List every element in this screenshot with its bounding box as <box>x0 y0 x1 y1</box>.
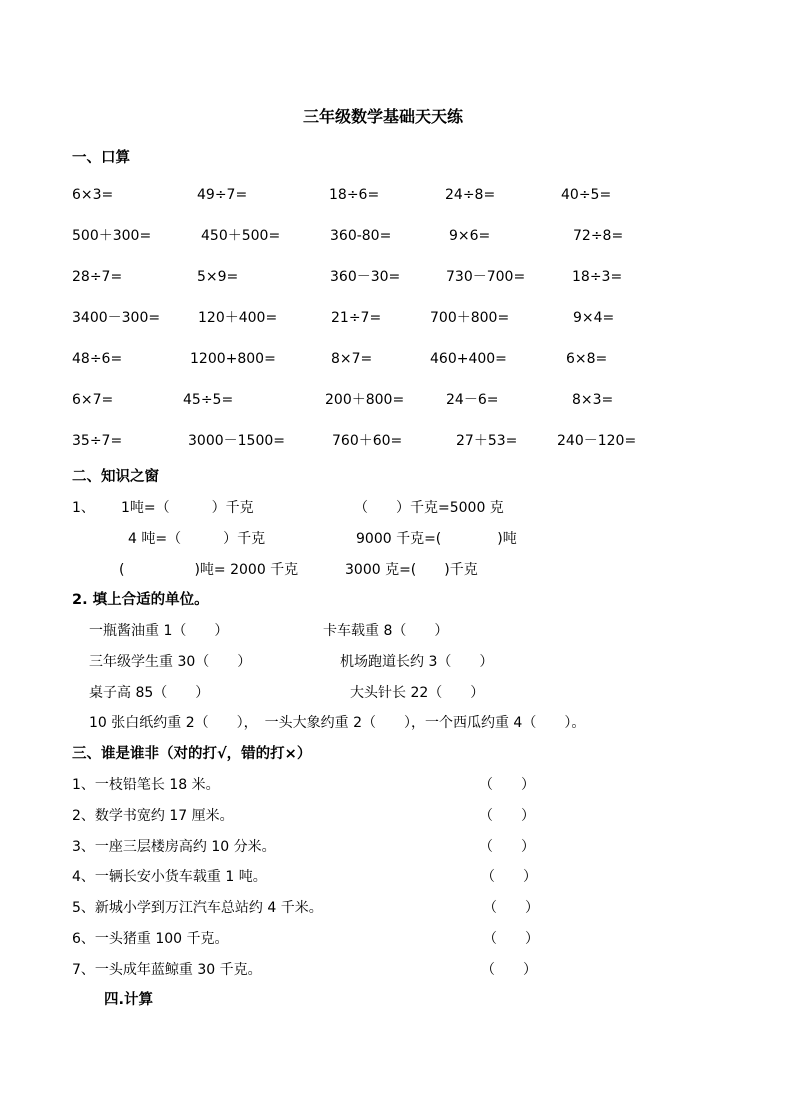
mental-math-problem: 8×7= <box>331 351 373 367</box>
mental-math-problem: 120＋400= <box>198 310 278 326</box>
answer-parentheses: （ ） <box>481 961 537 978</box>
mental-math-problem: 9×4= <box>573 310 615 326</box>
mental-math-problem: 45÷5= <box>183 392 234 408</box>
unit-fill-blank: 一瓶酱油重 1（ ） <box>89 623 229 639</box>
unit-fill-blank: 桌子高 85（ ） <box>89 685 210 701</box>
conversion-blank: （ ）千克=5000 克 <box>354 500 504 516</box>
mental-math-problem: 360－30= <box>330 269 401 285</box>
unit-fill-blank: 卡车载重 8（ ） <box>323 623 449 639</box>
true-false-statement: 6、一头猪重 100 千克。 <box>72 931 229 947</box>
mental-math-problem: 27＋53= <box>456 433 518 449</box>
mental-math-problem: 18÷3= <box>572 269 623 285</box>
mental-math-problem: 72÷8= <box>573 228 624 244</box>
section-3-heading: 三、谁是谁非（对的打√，错的打×） <box>72 746 312 762</box>
conversion-blank: ( )吨= 2000 千克 <box>119 562 299 578</box>
answer-parentheses: （ ） <box>479 838 535 855</box>
mental-math-problem: 48÷6= <box>72 351 123 367</box>
mental-math-problem: 760＋60= <box>332 433 403 449</box>
mental-math-problem: 8×3= <box>572 392 614 408</box>
mental-math-problem: 24÷8= <box>445 187 496 203</box>
mental-math-problem: 40÷5= <box>561 187 612 203</box>
mental-math-problem: 3400－300= <box>72 310 161 326</box>
true-false-statement: 4、一辆长安小货车载重 1 吨。 <box>72 869 267 886</box>
conversion-blank: 3000 克=( )千克 <box>345 562 478 578</box>
section-4-heading: 四.计算 <box>104 992 154 1008</box>
conversion-blank: 9000 千克=( )吨 <box>356 531 517 547</box>
true-false-statement: 7、一头成年蓝鲸重 30 千克。 <box>72 961 262 978</box>
mental-math-problem: 21÷7= <box>331 310 382 326</box>
true-false-statement: 2、数学书宽约 17 厘米。 <box>72 807 234 824</box>
mental-math-problem: 1200+800= <box>190 351 276 367</box>
mental-math-problem: 450＋500= <box>201 228 281 244</box>
mental-math-problem: 18÷6= <box>329 187 380 203</box>
answer-parentheses: （ ） <box>481 869 537 886</box>
true-false-statement: 5、新城小学到万江汽车总站约 4 千米。 <box>72 900 323 917</box>
unit-fill-blank: 机场跑道长约 3（ ） <box>340 654 494 670</box>
unit-fill-blank: 大头针长 22（ ） <box>350 685 485 701</box>
mental-math-problem: 24－6= <box>446 392 499 408</box>
mental-math-problem: 9×6= <box>449 228 491 244</box>
unit-fill-blank: 三年级学生重 30（ ） <box>89 654 252 670</box>
mental-math-problem: 6×7= <box>72 392 114 408</box>
mental-math-problem: 500＋300= <box>72 228 152 244</box>
mental-math-problem: 28÷7= <box>72 269 123 285</box>
part-1-label: 1、 <box>72 500 95 516</box>
mental-math-problem: 35÷7= <box>72 433 123 449</box>
mental-math-problem: 730－700= <box>446 269 526 285</box>
answer-parentheses: （ ） <box>479 807 535 824</box>
part-2-heading: 2. 填上合适的单位。 <box>72 592 209 608</box>
section-2-heading: 二、知识之窗 <box>72 469 159 485</box>
answer-parentheses: （ ） <box>483 900 539 917</box>
mental-math-problem: 360-80= <box>330 228 392 244</box>
mental-math-problem: 200＋800= <box>325 392 405 408</box>
conversion-blank: 4 吨=（ ）千克 <box>128 531 266 547</box>
mental-math-problem: 240－120= <box>557 433 637 449</box>
mental-math-problem: 6×8= <box>566 351 608 367</box>
true-false-statement: 1、一枝铅笔长 18 米。 <box>72 777 220 793</box>
true-false-statement: 3、一座三层楼房高约 10 分米。 <box>72 838 276 855</box>
mental-math-problem: 5×9= <box>197 269 239 285</box>
answer-parentheses: （ ） <box>483 931 539 947</box>
section-1-heading: 一、口算 <box>72 150 130 166</box>
mental-math-problem: 700＋800= <box>430 310 510 326</box>
unit-fill-last-line: 10 张白纸约重 2（ ）， 一头大象约重 2（ ），一个西瓜约重 4（ ）。 <box>89 715 586 731</box>
answer-parentheses: （ ） <box>479 777 535 793</box>
page-title: 三年级数学基础天天练 <box>303 107 464 126</box>
mental-math-problem: 3000－1500= <box>188 433 285 449</box>
conversion-blank: 1吨=（ ）千克 <box>121 500 254 516</box>
mental-math-problem: 49÷7= <box>197 187 248 203</box>
mental-math-problem: 460+400= <box>430 351 507 367</box>
mental-math-problem: 6×3= <box>72 187 114 203</box>
